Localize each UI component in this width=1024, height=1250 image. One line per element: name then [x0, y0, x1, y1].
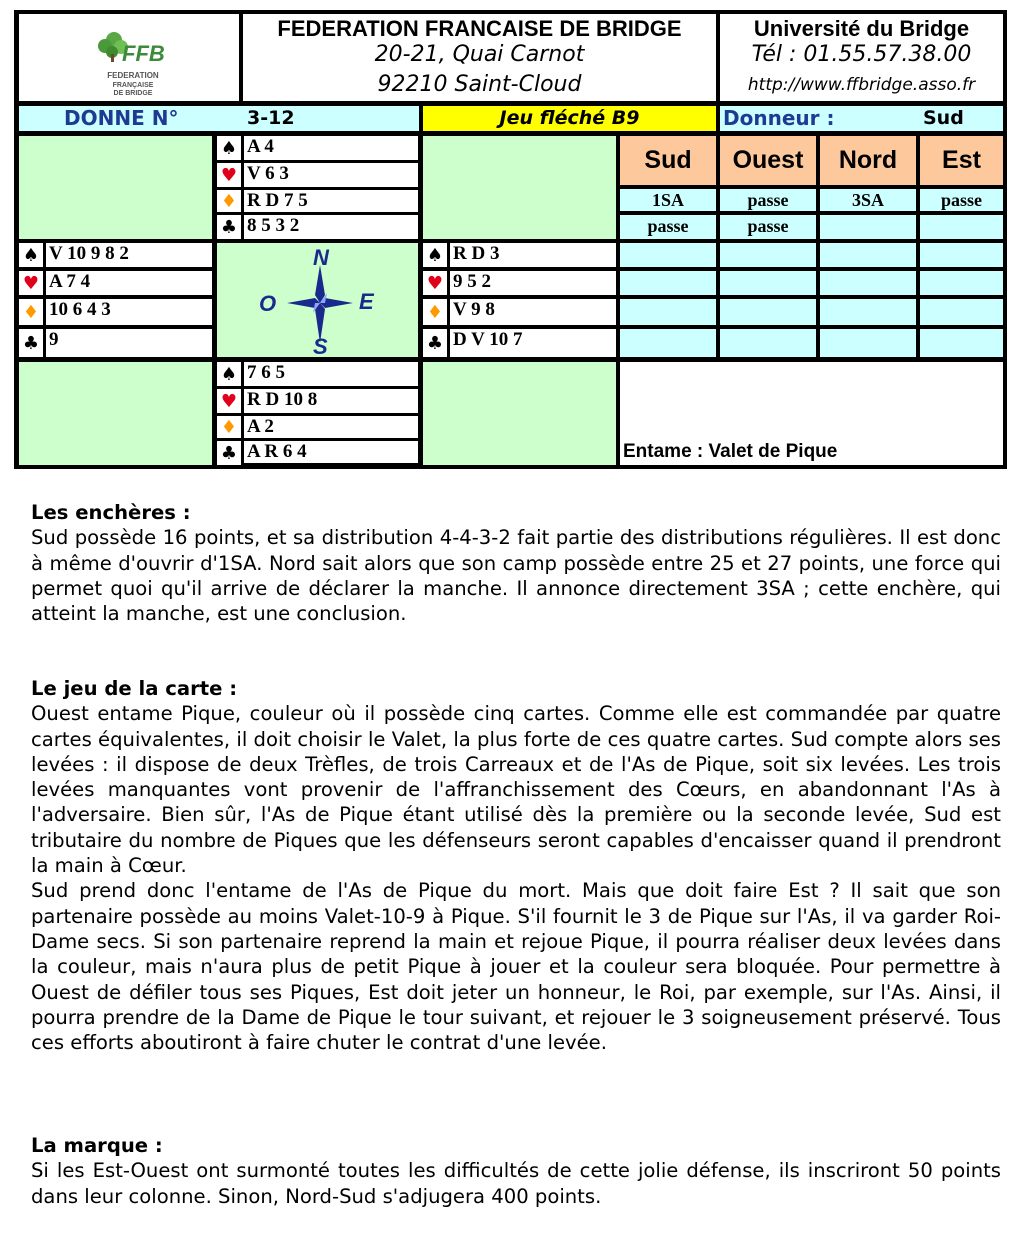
west-clubs: 9 — [46, 329, 212, 357]
spade-icon: ♠ — [19, 243, 43, 267]
spade-icon: ♠ — [217, 362, 241, 386]
south-hearts: R D 10 8 — [244, 389, 418, 413]
heart-icon: ♥ — [217, 389, 241, 413]
bid-cell: passe — [720, 215, 816, 239]
club-icon: ♣ — [217, 215, 241, 239]
dealer-row — [720, 106, 1003, 131]
corner-nw — [19, 136, 212, 239]
bid-cell-empty — [820, 243, 916, 267]
heart-icon: ♥ — [423, 271, 447, 295]
federation-block — [243, 14, 716, 101]
jeu-title: Le jeu de la carte : — [31, 677, 238, 700]
svg-text:FFB: FFB — [122, 41, 165, 66]
diamond-icon: ♦ — [217, 190, 241, 212]
jeu-text-1: Ouest entame Pique, couleur où il possède cinq cartes. Comme elle est commandée par quatre cartes équivalentes, il doit choisir le Valet, la plus forte de ces quatre cartes. Sud compte alors ses levées : il dispose de deux Trèfles, de trois Carreaux et de l'As de Pique, soit six levées. Les trois levées manquantes vont provenir de l'affranchissement des Cœurs, en abandonnant l'As à l'adversaire. Bien sûr, l'As de Pique étant utilisé dès la première ou la seconde levée, Sud est tributaire du nombre de Piques que les défenseurs seront capables d'encaisser quand il prendront la main à Cœur. — [31, 702, 1001, 878]
bid-cell: passe — [920, 189, 1003, 211]
game-type: Jeu fléché B9 — [423, 106, 716, 131]
compass-s: S — [313, 334, 328, 357]
bid-cell: 1SA — [620, 189, 716, 211]
east-spades: R D 3 — [450, 243, 616, 267]
club-icon: ♣ — [217, 441, 241, 465]
east-clubs: D V 10 7 — [450, 329, 616, 357]
bid-cell-empty — [920, 329, 1003, 357]
compass-icon — [217, 243, 418, 357]
svg-text:FRANÇAISE: FRANÇAISE — [112, 82, 154, 89]
marque-text: Si les Est-Ouest ont surmonté toutes les difficultés de cette jolie défense, ils inscriront 50 points dans leur colonne. Sinon, Nord-Sud s'adjugera 400 points. — [31, 1159, 1001, 1208]
bid-cell: 3SA — [820, 189, 916, 211]
marque-title: La marque : — [31, 1134, 163, 1157]
bid-cell-empty — [720, 299, 816, 325]
west-spades: V 10 9 8 2 — [46, 243, 212, 267]
jeu-section — [31, 676, 1001, 1055]
east-diamonds: V 9 8 — [450, 299, 616, 325]
tree-icon — [19, 14, 239, 101]
diamond-icon: ♦ — [423, 299, 447, 325]
dealer-label: Donneur : — [723, 106, 835, 130]
encheres-section — [31, 500, 1001, 626]
bid-cell-empty — [820, 271, 916, 295]
bid-cell-empty — [620, 271, 716, 295]
bid-cell — [920, 215, 1003, 239]
bid-cell-empty — [820, 329, 916, 357]
donne-label: DONNE N° — [64, 106, 179, 130]
bid-cell-empty — [620, 329, 716, 357]
club-icon: ♣ — [19, 329, 43, 357]
dealer-value: Sud — [923, 107, 964, 129]
bid-cell-empty — [620, 243, 716, 267]
diamond-icon: ♦ — [19, 299, 43, 325]
donne-row — [19, 106, 419, 131]
svg-text:DE BRIDGE: DE BRIDGE — [113, 90, 153, 97]
bid-cell-empty — [820, 299, 916, 325]
bid-cell — [820, 215, 916, 239]
north-diamonds: R D 7 5 — [244, 190, 418, 212]
deal-sheet — [14, 10, 1007, 469]
corner-se — [423, 362, 616, 465]
bid-header-est: Est — [920, 136, 1003, 185]
encheres-title: Les enchères : — [31, 501, 191, 524]
bid-cell-empty — [920, 243, 1003, 267]
north-clubs: 8 5 3 2 — [244, 215, 418, 239]
university-block — [720, 14, 1003, 101]
bid-header-nord: Nord — [820, 136, 916, 185]
corner-sw — [19, 362, 212, 465]
north-hearts: V 6 3 — [244, 163, 418, 187]
encheres-text: Sud possède 16 points, et sa distribution 4-4-3-2 fait partie des distributions régulières. Il est donc à même d'ouvrir d'1SA. Nord sait alors que son camp possède entre 25 et 27 points, une force qui permet quoi qu'il arrive de déclarer la manche. Il annonce directement 3SA ; cette enchère, qui atteint la manche, est une conclusion. — [31, 526, 1001, 626]
spade-icon: ♠ — [423, 243, 447, 267]
jeu-text-2: Sud prend donc l'entame de l'As de Pique du mort. Mais que doit faire Est ? Il sait que son partenaire possède au moins Valet-10-9 à Pique. S'il fournit le 3 de Pique sur l'As, il va garder Roi-Dame secs. Si son partenaire reprend la main et rejoue Pique, il pourra réaliser deux levées dans la couleur, mais n'aura plus de petit Pique à jouer et la couleur sera bloquée. Pour permettre à Ouest de défiler tous ses Piques, Est doit jeter un honneur, le Roi, par exemple, sur l'As. Ainsi, il pourra prendre de la Dame de Pique le tour suivant, et rejouer le 3 soigneusement préservé. Tous ces efforts aboutiront à faire chuter le contrat d'une levée. — [31, 879, 1001, 1055]
bid-header-ouest: Ouest — [720, 136, 816, 185]
compass-rose — [217, 243, 418, 357]
west-hearts: A 7 4 — [46, 271, 212, 295]
south-clubs: A R 6 4 — [244, 441, 418, 463]
west-diamonds: 10 6 4 3 — [46, 299, 212, 325]
svg-text:FEDERATION: FEDERATION — [107, 71, 159, 80]
heart-icon: ♥ — [217, 163, 241, 187]
donne-number: 3-12 — [247, 107, 295, 129]
lead-box — [620, 362, 1003, 465]
heart-icon: ♥ — [19, 271, 43, 295]
bid-cell-empty — [920, 271, 1003, 295]
address-line1: 20-21, Quai Carnot — [374, 42, 585, 67]
club-icon: ♣ — [423, 329, 447, 357]
south-spades: 7 6 5 — [244, 362, 418, 386]
east-hearts: 9 5 2 — [450, 271, 616, 295]
phone: Tél : 01.55.57.38.00 — [751, 42, 972, 67]
bid-cell-empty — [720, 271, 816, 295]
federation-name: FEDERATION FRANCAISE DE BRIDGE — [277, 16, 682, 41]
spade-icon: ♠ — [217, 136, 241, 160]
ffb-logo — [19, 14, 239, 101]
compass-e: E — [359, 289, 374, 314]
lead-text: Entame : Valet de Pique — [623, 441, 838, 462]
diamond-icon: ♦ — [217, 416, 241, 438]
website-link[interactable]: http://www.ffbridge.asso.fr — [747, 75, 976, 95]
bid-cell-empty — [720, 329, 816, 357]
south-diamonds: A 2 — [244, 416, 418, 438]
marque-section — [31, 1133, 1001, 1209]
bid-cell: passe — [720, 189, 816, 211]
compass-n: N — [313, 245, 329, 270]
bid-cell: passe — [620, 215, 716, 239]
address-line2: 92210 Saint-Cloud — [377, 72, 582, 97]
bid-cell-empty — [620, 299, 716, 325]
bid-cell-empty — [720, 243, 816, 267]
bid-header-sud: Sud — [620, 136, 716, 185]
corner-ne — [423, 136, 616, 239]
university-name: Université du Bridge — [753, 16, 970, 41]
north-spades: A 4 — [244, 136, 418, 160]
bid-cell-empty — [920, 299, 1003, 325]
compass-o: O — [259, 291, 277, 316]
